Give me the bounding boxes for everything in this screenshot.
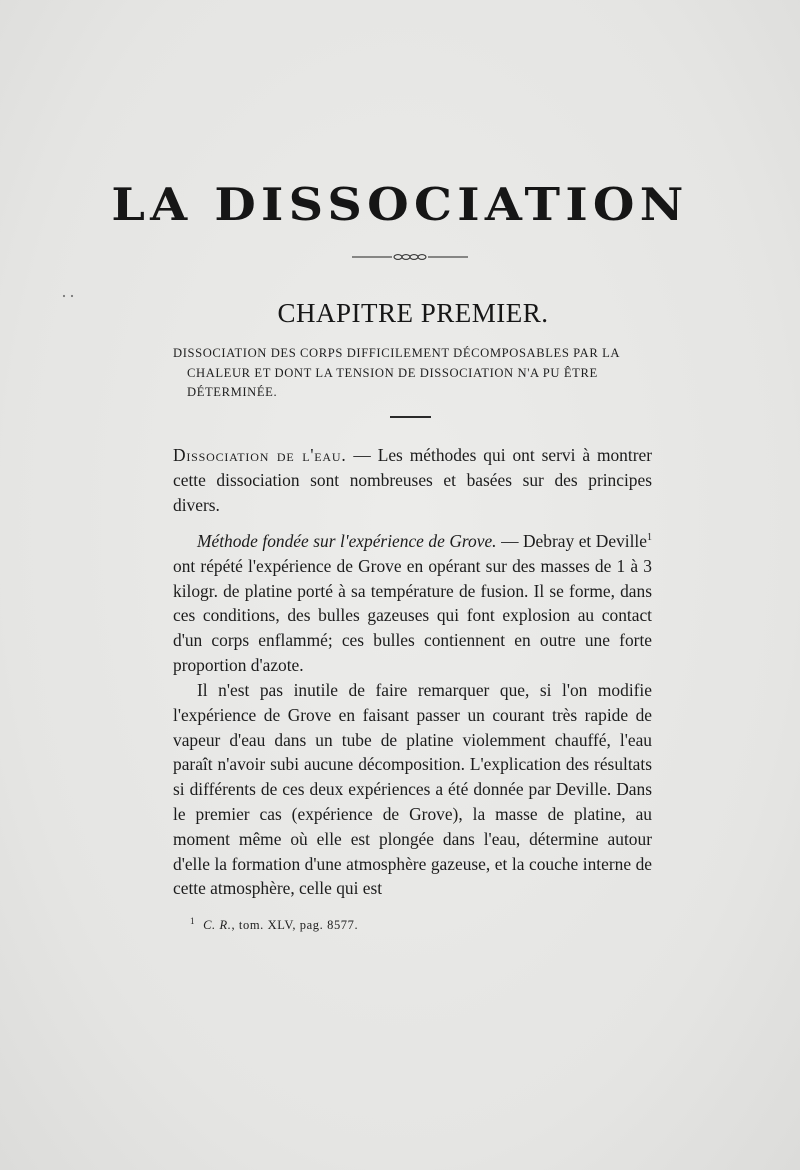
chapter-heading: CHAPITRE PREMIER. (277, 298, 549, 328)
ornament-divider-icon (350, 250, 470, 264)
page-title: LA DISSOCIATION (111, 178, 689, 231)
footnote-reference: 1 (647, 532, 652, 544)
paragraph-heading: Dissociation de l'eau. (173, 445, 347, 465)
subtitle-line: CHALEUR ET DONT LA TENSION DE DISSOCIATION N'A PU ÊTRE (187, 365, 598, 380)
chapter-subtitle (173, 344, 651, 403)
paragraph-grove-method (173, 529, 652, 678)
paragraph-text: ont répété l'expérience de Grove en opérant sur des masses de 1 à 3 kilogr. de platine porté à sa température de fusion. Il se forme, dans ces conditions, des bulles gazeuses qui font explosion au contact d'un corps enflammé; ces bulles contiennent en outre une forte proportion d'azote. (173, 555, 652, 675)
paragraph-text: — Les méthodes qui ont servi à montrer cette dissociation sont nombreuses et basées sur des principes divers. (173, 445, 653, 515)
footnote-mark: 1 (190, 916, 196, 926)
subtitle-line: DISSOCIATION DES CORPS DIFFICILEMENT DÉCOMPOSABLES PAR LA (173, 346, 621, 360)
paragraph-text: Il n'est pas inutile de faire remarquer que, si l'on modifie l'expérience de Grove en faisant passer un courant très rapide de vapeur d'eau dans un tube de platine violemment chauffé, l'eau paraît n'avoir subi aucune décomposition. L'explication des résultats si différents de ces deux expériences a été donnée par Deville. Dans le premier cas (expérience de Grove), la masse de platine, au moment même où elle est plongée dans l'eau, détermine autour d'elle la formation d'une atmosphère gazeuse, et la couche interne de cette atmosphère, celle qui est (173, 680, 652, 899)
subtitle-line: DÉTERMINÉE. (187, 385, 278, 399)
paragraph-water-dissociation (173, 443, 652, 517)
footnote-source: C. R. (203, 918, 232, 933)
footnote-text: , tom. XLV, pag. 8577. (231, 918, 359, 933)
footnote (190, 916, 358, 933)
paragraph-heading: Méthode fondée sur l'expérience de Grove. (197, 531, 497, 551)
paragraph-text: — Debray et Deville (501, 531, 647, 551)
paragraph-deville-explanation (173, 678, 652, 901)
section-rule (390, 416, 431, 418)
